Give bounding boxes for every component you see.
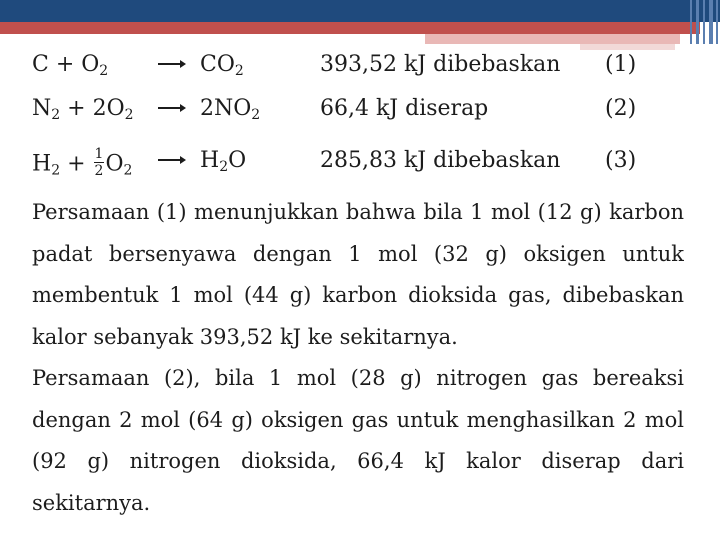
equation-1-number: (1) [605, 52, 637, 77]
equation-text: + [60, 151, 93, 177]
subscript: 2 [123, 162, 133, 179]
header-band-dark [0, 0, 720, 22]
header-decoration-stripe [703, 0, 705, 44]
equation-3 [0, 148, 720, 188]
equation-1-energy: 393,52 kJ dibebaskan [320, 52, 561, 77]
equation-2-energy: 66,4 kJ diserap [320, 96, 489, 121]
subscript: 2 [51, 162, 61, 179]
paragraph-line: (92 g) nitrogen dioksida, 66,4 kJ kalor diserap dari [32, 449, 684, 473]
equation-2-product [200, 96, 260, 123]
paragraph-line: padat bersenyawa dengan 1 mol (32 g) oksigen untuk [32, 241, 684, 266]
fraction-numerator: 1 [94, 146, 104, 162]
equation-3-energy: 285,83 kJ dibebaskan [320, 148, 561, 173]
paragraph-equation-1 [32, 192, 684, 358]
reaction-arrow-icon [158, 52, 184, 77]
paragraph-line: Persamaan (2), bila 1 mol (28 g) nitrogen gas bereaksi [32, 366, 684, 390]
equation-text: CO [200, 52, 235, 77]
equation-1-reactants [32, 52, 108, 79]
equation-1 [0, 52, 720, 92]
subscript: 2 [124, 107, 134, 123]
paragraph-line: Persamaan (1) menunjukkan bahwa bila 1 mol (12 g) karbon [32, 200, 684, 224]
equation-text: 2NO [200, 96, 252, 121]
equation-3-reactants [32, 148, 132, 181]
paragraph-line: kalor sebanyak 393,52 kJ ke sekitarnya. [32, 324, 458, 349]
equation-3-number: (3) [605, 148, 637, 173]
subscript: 2 [51, 107, 61, 123]
paragraph-equation-2 [32, 358, 684, 524]
paragraph-line: dengan 2 mol (64 g) oksigen gas untuk menghasilkan 2 mol [32, 407, 684, 432]
equation-text: + 2O [60, 96, 125, 121]
header-decoration-stripe [690, 0, 692, 44]
header-band-light [425, 34, 680, 44]
subscript: 2 [234, 63, 244, 79]
header-band-light-2 [580, 44, 675, 50]
equation-text: H [32, 151, 52, 177]
subscript: 2 [99, 63, 109, 79]
fraction-one-half [94, 146, 105, 179]
equation-text: C + O [32, 52, 100, 77]
equation-text: H [200, 148, 220, 173]
equation-3-product [200, 148, 246, 175]
paragraph-line: membentuk 1 mol (44 g) karbon dioksida gas, dibebaskan [32, 283, 684, 307]
subscript: 2 [251, 107, 261, 123]
header-decoration-stripe [716, 0, 718, 44]
paragraph-line: sekitarnya. [32, 490, 151, 515]
equation-1-product [200, 52, 244, 79]
header-decoration-stripe [696, 0, 699, 44]
reaction-arrow-icon [158, 96, 184, 121]
reaction-arrow-icon [158, 148, 184, 173]
header-decoration-stripe [709, 0, 713, 44]
equation-text: O [105, 151, 124, 177]
fraction-denominator: 2 [94, 163, 104, 179]
equation-text: N [32, 96, 52, 121]
equation-2 [0, 96, 720, 136]
equation-text: O [228, 148, 247, 173]
header-band-red [0, 22, 700, 34]
equation-2-number: (2) [605, 96, 637, 121]
subscript: 2 [219, 159, 229, 175]
equation-2-reactants [32, 96, 134, 123]
